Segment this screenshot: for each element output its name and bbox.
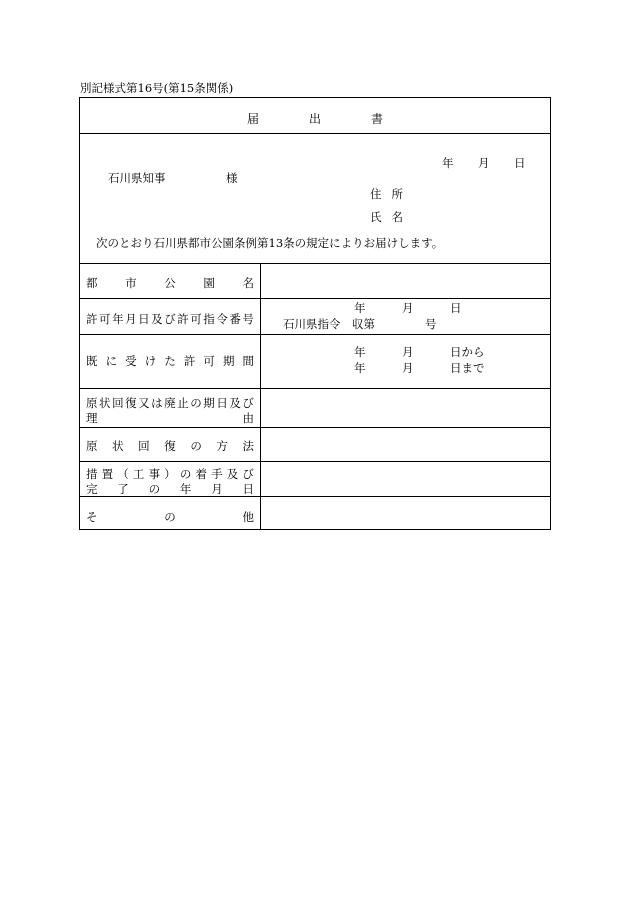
permit-receipt-label: 収第 xyxy=(352,317,375,331)
notification-form xyxy=(79,97,551,530)
label-restoration-method: 原 状 回 復 の 方 法 xyxy=(86,439,254,453)
address-label: 住 所 xyxy=(370,187,403,201)
row-divider xyxy=(80,461,550,462)
title-char: 書 xyxy=(371,112,384,126)
name-label: 氏 名 xyxy=(370,210,403,224)
row-divider xyxy=(80,388,550,389)
row-divider xyxy=(80,334,550,335)
period-end-suffix: 日まで xyxy=(450,361,485,375)
period-start-month: 月 xyxy=(402,345,414,359)
header-divider xyxy=(80,263,550,264)
addressee: 石川県知事 xyxy=(108,171,166,185)
permit-number-label: 号 xyxy=(425,317,437,331)
title-divider xyxy=(80,133,550,134)
row-divider xyxy=(80,496,550,497)
permit-year-label: 年 xyxy=(354,301,366,315)
date-month-label: 月 xyxy=(478,156,490,170)
title-char: 届 xyxy=(246,112,259,126)
period-end-month: 月 xyxy=(402,361,414,375)
honorific: 様 xyxy=(226,171,238,185)
form-title xyxy=(80,110,550,127)
date-day-label: 日 xyxy=(514,156,526,170)
row-divider xyxy=(80,427,550,428)
statement-text: 次のとおり石川県都市公園条例第13条の規定によりお届けします。 xyxy=(96,236,444,250)
column-divider xyxy=(260,263,261,529)
label-permit-date-number: 許 可 年 月 日 及 び 許 可 指 令 番 号 xyxy=(86,312,254,326)
date-year-label: 年 xyxy=(442,156,454,170)
label-permit-period: 既 に 受 け た 許 可 期 間 xyxy=(86,354,254,368)
period-start-year: 年 xyxy=(354,345,366,359)
form-number-label: 別記様式第16号(第15条関係) xyxy=(80,81,234,95)
title-char: 出 xyxy=(308,112,321,126)
permit-directive-label: 石川県指令 xyxy=(283,317,341,331)
period-start-suffix: 日から xyxy=(450,345,485,359)
period-end-year: 年 xyxy=(354,361,366,375)
label-measure-dates: 措 置 （ 工 事 ） の 着 手 及 び 完 了 の 年 月 日 xyxy=(86,467,254,496)
label-park-name: 都 市 公 園 名 xyxy=(86,276,254,290)
label-restoration-reason: 原 状 回 復 又 は 廃 止 の 期 日 及 び 理 由 xyxy=(86,396,254,425)
permit-day-label: 日 xyxy=(450,301,462,315)
label-other: そ の 他 xyxy=(86,510,254,524)
row-divider xyxy=(80,298,550,299)
permit-month-label: 月 xyxy=(402,301,414,315)
